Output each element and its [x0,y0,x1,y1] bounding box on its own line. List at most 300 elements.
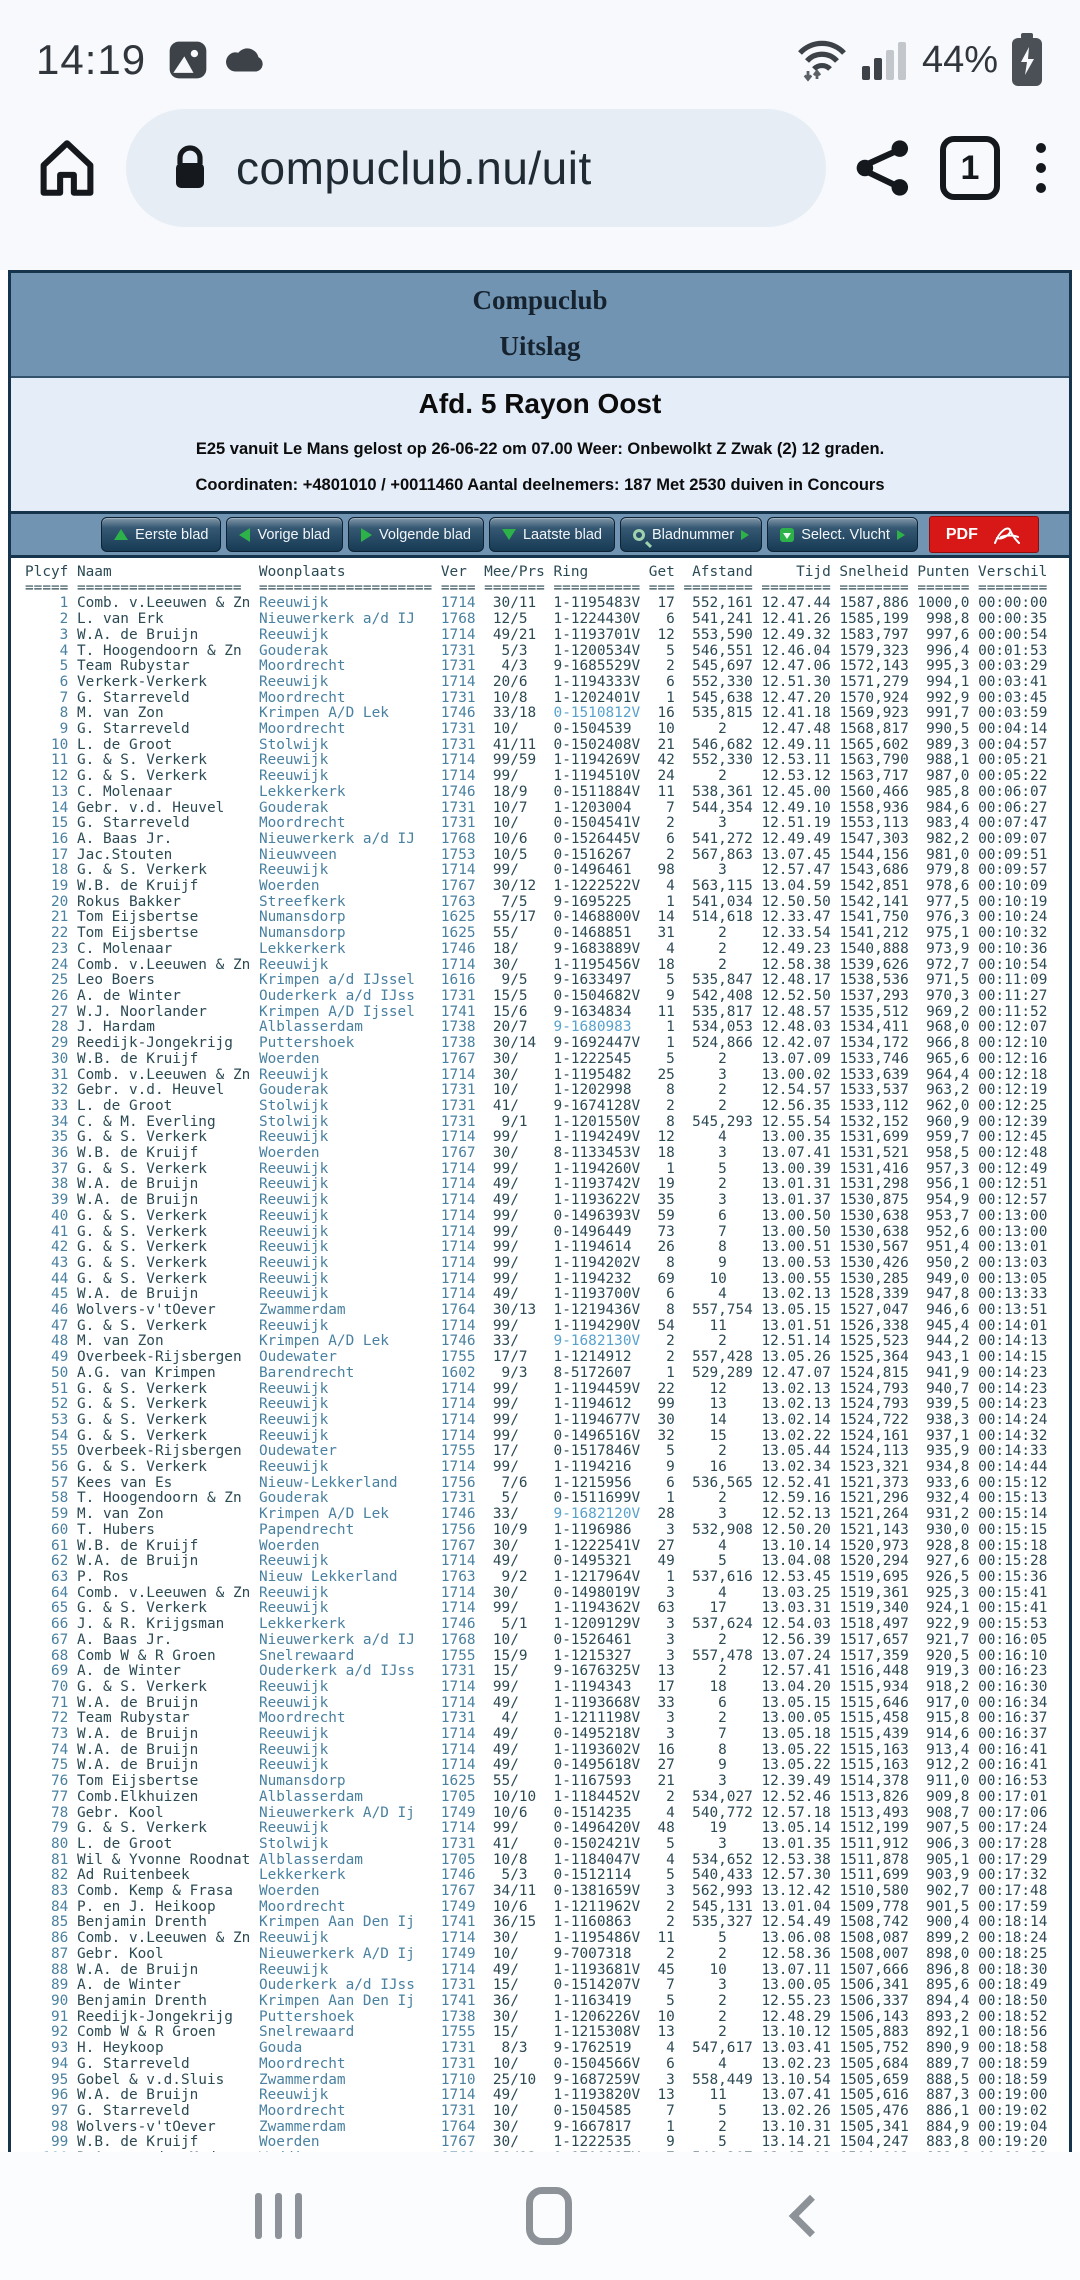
cell-place: 82 [25,1867,69,1884]
cell-city-club: Reeuwijk 1714 [258,1192,476,1209]
cell-entered: 9/1 [475,1113,554,1130]
cell-place: 79 [25,1820,69,1837]
cell-name: Comb. v.Leeuwen & Zn [68,595,259,612]
cell-city-club: Moordrecht 1731 [258,1710,476,1727]
cell-name: G. Starreveld [68,815,259,832]
arrow-up-icon [114,529,128,540]
table-row [25,1460,1059,1476]
cell-place: 85 [25,1914,69,1931]
cell-results: 5 540,433 12.57.30 1511,699 903,9 00:17:32 [640,1867,1048,1884]
rayon-heading: Afd. 5 Rayon Oost [418,388,662,419]
cell-place: 19 [25,878,69,895]
cell-results: 21 546,682 12.49.11 1565,602 989,3 00:04:57 [640,736,1048,753]
cell-place: 3 [25,626,69,643]
cell-city-club: Reeuwijk 1714 [258,862,476,879]
cell-place: 50 [25,1364,69,1381]
cell-results: 3 537,624 12.54.03 1518,497 922,9 00:15:53 [640,1616,1048,1633]
cell-ring: 1-1196986 [553,1521,641,1538]
cell-results: 4 563,115 13.04.59 1542,851 978,6 00:10:09 [640,878,1048,895]
table-row [25,1068,1059,1084]
cell-place: 57 [25,1474,69,1491]
cell-place: 5 [25,658,69,675]
cell-ring: 0-1498019V [553,1584,641,1601]
cell-place: 49 [25,1349,69,1366]
cell-results: 4 540,772 12.57.18 1513,493 908,7 00:17:06 [640,1804,1048,1821]
gallery-icon [166,38,210,82]
overflow-menu-icon[interactable] [1036,143,1046,193]
next-page-button[interactable] [348,517,484,552]
table-row [25,1350,1059,1366]
cell-results: 12 553,590 12.49.32 1583,797 997,6 00:00:54 [640,626,1048,643]
table-row [25,1947,1059,1963]
cell-name: W.J. Noorlander [68,1003,259,1020]
page-subtitle: Uitslag [499,331,581,361]
arrow-right-icon [741,530,749,540]
cell-name: G. & S. Verkerk [68,1129,259,1146]
share-icon[interactable] [852,137,914,199]
url-bar[interactable] [126,109,826,227]
cell-ring: 1-1163419 [553,1992,641,2009]
cell-city-club: Alblasserdam 1705 [258,1851,476,1868]
table-row [25,958,1059,974]
cell-entered: 55/ [475,1773,554,1790]
table-row [25,1774,1059,1790]
cell-city-club: Woerden 1767 [258,1050,476,1067]
cell-place: 25 [25,972,69,989]
cell-place: 29 [25,1035,69,1052]
cell-name: G. & S. Verkerk [68,1678,259,1695]
cell-name: G. & S. Verkerk [68,1820,259,1837]
cell-name: G. & S. Verkerk [68,1239,259,1256]
cell-ring: 0-1526461 [553,1631,641,1648]
table-row [25,942,1059,958]
cell-city-club: Nieuwerkerk A/D Ij 1749 [258,1945,476,1962]
cell-place: 15 [25,815,69,832]
ring-link[interactable]: 0-1510812V [553,705,641,722]
table-row [25,1476,1059,1492]
cell-name: Comb W & R Groen [68,1647,259,1664]
cell-name: W.A. de Bruijn [68,1553,259,1570]
cell-city-club: Nieuwerkerk A/D Ij 1749 [258,1804,476,1821]
cell-ring: 9-1692447V [553,1035,641,1052]
acrobat-icon [992,524,1022,546]
cell-name: L. de Groot [68,1835,259,1852]
cell-place: 32 [25,1082,69,1099]
cell-ring: 0-1512114 [553,1867,641,1884]
cell-place: 70 [25,1678,69,1695]
cell-entered: 49/ [475,1286,554,1303]
cell-ring: 1-1194216 [553,1459,641,1476]
table-row [25,1162,1059,1178]
table-row [25,691,1059,707]
cell-results: 2 545,131 13.01.04 1509,778 901,5 00:17:59 [640,1898,1048,1915]
last-page-button[interactable] [489,517,615,552]
cell-ring: 1-1214912 [553,1349,641,1366]
cell-results: 63 17 13.03.31 1519,340 924,1 00:15:41 [640,1600,1048,1617]
cell-entered: 15/ [475,1977,554,1994]
cell-place: 45 [25,1286,69,1303]
cell-results: 19 2 13.01.31 1531,298 956,1 00:12:51 [640,1176,1048,1193]
cell-name: G. & S. Verkerk [68,1207,259,1224]
arrow-right-icon [361,528,372,542]
table-row [25,801,1059,817]
ring-link[interactable]: 9-1682130V [553,1333,641,1350]
table-row [25,1994,1059,2010]
cell-city-club: Reeuwijk 1714 [258,1176,476,1193]
cell-ring: 9-1667817 [553,2118,641,2135]
cell-results: 21 3 12.39.49 1514,378 911,0 00:16:53 [640,1773,1048,1790]
cell-name: Comb.Elkhuizen [68,1788,259,1805]
cell-city-club: Reeuwijk 1714 [258,1239,476,1256]
table-row [25,628,1059,644]
cell-ring: 1-1193622V [553,1192,641,1209]
cell-entered: 34/11 [475,1883,554,1900]
cell-place: 54 [25,1427,69,1444]
table-row [25,926,1059,942]
cell-name: Benjamin Drenth [68,1914,259,1931]
cell-place: 36 [25,1145,69,1162]
magnifier-icon [633,529,645,541]
cell-ring: 1-1219436V [553,1302,641,1319]
cell-ring: 0-1517846V [553,1443,641,1460]
cell-results: 1 529,289 12.47.07 1524,815 941,9 00:14:23 [640,1364,1048,1381]
cell-ring: 0-1514207V [553,1977,641,1994]
table-row [25,706,1059,722]
cell-entered: 18/9 [475,783,554,800]
cell-results: 6 536,565 12.52.41 1521,373 933,6 00:15:12 [640,1474,1048,1491]
cell-place: 89 [25,1977,69,1994]
android-navigation-bar [0,2152,1080,2280]
cell-city-club: Reeuwijk 1714 [258,1254,476,1271]
cell-place: 44 [25,1270,69,1287]
table-row [25,1036,1059,1052]
cell-place: 83 [25,1883,69,1900]
cell-entered: 33/18 [475,705,554,722]
cell-city-club: Stolwijk 1731 [258,1835,476,1852]
cell-entered: 9/2 [475,1569,554,1585]
cell-name: A.G. van Krimpen [68,1364,259,1381]
cell-results: 22 12 13.02.13 1524,793 940,7 00:14:23 [640,1380,1048,1397]
cell-city-club: Gouderak 1731 [258,1082,476,1099]
cell-ring: 0-1504585 [553,2102,641,2119]
cell-city-club: Stolwijk 1731 [258,1113,476,1130]
cell-entered: 7/6 [475,1474,554,1491]
cell-place: 17 [25,846,69,863]
cell-entered: 9/3 [475,1364,554,1381]
table-row [25,1491,1059,1507]
cell-name: Comb. v.Leeuwen & Zn [68,1930,259,1947]
table-row [25,1005,1059,1021]
cell-city-club: Reeuwijk 1714 [258,1600,476,1617]
cell-name: W.A. de Bruijn [68,2087,259,2104]
cell-name: Verkerk-Verkerk [68,673,259,690]
table-row [25,1287,1059,1303]
flight-info-panel [11,378,1069,511]
cell-city-club: Nieuwveen 1753 [258,846,476,863]
cell-place: 88 [25,1961,69,1978]
ring-link[interactable]: 9-1680983 [553,1019,641,1036]
cell-ring: 1-1160863 [553,1914,641,1931]
cell-entered: 30/ [475,2118,554,2135]
cell-results: 6 541,272 12.49.49 1547,303 982,2 00:09:07 [640,830,1048,847]
table-row [25,1931,1059,1947]
cell-place: 96 [25,2087,69,2104]
cell-place: 38 [25,1176,69,1193]
cell-city-club: Woerden 1767 [258,878,476,895]
button-label: Eerste blad [135,526,209,543]
cell-city-club: Nieuwerkerk a/d IJ 1768 [258,1631,476,1648]
results-table [11,558,1069,2177]
cell-results: 3 7 13.05.18 1515,439 914,6 00:16:37 [640,1726,1048,1743]
cell-results: 25 3 13.00.02 1533,639 964,4 00:12:18 [640,1066,1048,1083]
cell-ring: 1-1194269V [553,752,641,769]
cell-name: W.B. de Kruijf [68,1050,259,1067]
cell-entered: 30/ [475,956,554,973]
cell-results: 17 18 13.04.20 1515,934 918,2 00:16:30 [640,1678,1048,1695]
cell-results: 48 19 13.05.14 1512,199 907,5 00:17:24 [640,1820,1048,1837]
cell-name: T. Hoogendoorn & Zn [68,642,259,659]
cell-name: Gebr. v.d. Heuvel [68,1082,259,1099]
select-flight-button[interactable] [767,517,918,552]
table-row [25,596,1059,612]
cell-results: 3 562,993 13.12.42 1510,580 902,7 00:17:48 [640,1883,1048,1900]
cell-ring: 0-1516267 [553,846,641,863]
cell-entered: 10/10 [475,1788,554,1805]
table-row [25,2073,1059,2089]
cell-entered: 15/5 [475,987,554,1004]
cell-entered: 10/6 [475,830,554,847]
cell-place: 39 [25,1192,69,1209]
table-row [25,1382,1059,1398]
cell-place: 20 [25,893,69,910]
cell-place: 35 [25,1129,69,1146]
cell-results: 24 2 12.53.12 1563,717 987,0 00:05:22 [640,768,1048,785]
cell-name: A. Baas Jr. [68,830,259,847]
cell-name: G. Starreveld [68,689,259,706]
cell-ring: 0-1504541V [553,815,641,832]
cell-results: 6 4 13.02.23 1505,684 889,7 00:18:59 [640,2055,1048,2072]
cell-city-club: Reeuwijk 1714 [258,1427,476,1444]
cell-name: A. de Winter [68,1977,259,1994]
table-row [25,612,1059,628]
cell-name: W.B. de Kruijf [68,1537,259,1554]
cell-city-club: Gouderak 1731 [258,642,476,659]
table-row [25,1758,1059,1774]
cell-city-club: Reeuwijk 1714 [258,752,476,769]
select-icon [780,528,794,542]
cell-entered: 30/12 [475,878,554,895]
tabs-icon[interactable] [940,136,1000,200]
cell-place: 99 [25,2134,69,2151]
cell-city-club: Reeuwijk 1714 [258,595,476,612]
cell-results: 4 2 12.49.23 1540,888 973,9 00:10:36 [640,940,1048,957]
cell-entered: 99/ [475,1160,554,1177]
cell-place: 76 [25,1773,69,1790]
cell-name: J. Hardam [68,1019,259,1036]
cell-city-club: Woerden 1767 [258,1883,476,1900]
cell-city-club: Krimpen A/D Lek 1746 [258,1333,476,1350]
cell-entered: 49/ [475,1553,554,1570]
cell-ring: 1-1195456V [553,956,641,973]
table-row [25,675,1059,691]
cell-results: 6 4 13.02.13 1528,339 947,8 00:13:33 [640,1286,1048,1303]
cell-entered: 49/ [475,1741,554,1758]
cell-city-club: Reeuwijk 1714 [258,1726,476,1743]
cell-place: 13 [25,783,69,800]
table-row [25,2010,1059,2026]
cell-city-club: Nieuwerkerk a/d IJ 1768 [258,611,476,628]
table-row [25,1586,1059,1602]
table-row [25,1130,1059,1146]
page-number-button[interactable] [620,517,762,552]
cell-results: 10 2 12.47.48 1568,817 990,5 00:04:14 [640,721,1048,738]
cell-place: 68 [25,1647,69,1664]
cell-name: L. de Groot [68,736,259,753]
cell-city-club: Moordrecht 1731 [258,815,476,832]
table-row [25,1884,1059,1900]
cell-results: 2 535,327 12.54.49 1508,742 900,4 00:18:14 [640,1914,1048,1931]
cell-city-club: Oudewater 1755 [258,1443,476,1460]
cell-place: 61 [25,1537,69,1554]
cell-results: 18 2 12.58.38 1539,626 972,7 00:10:54 [640,956,1048,973]
cell-place: 27 [25,1003,69,1020]
cloud-icon [222,40,268,80]
cell-city-club: Krimpen a/d IJssel 1616 [258,972,476,989]
arrow-down-icon [502,529,516,540]
cell-ring: 1-1195483V [553,595,641,612]
cell-ring: 1-1184452V [553,1788,641,1805]
cell-city-club: Numansdorp 1625 [258,909,476,926]
cell-entered: 5/ [475,1490,554,1507]
cell-entered: 30/ [475,1930,554,1947]
cell-place: 98 [25,2118,69,2135]
cell-city-club: Reeuwijk 1714 [258,1286,476,1303]
cell-ring: 1-1206226V [553,2008,641,2025]
cell-place: 23 [25,940,69,957]
back-icon[interactable] [789,2195,831,2237]
cell-city-club: Alblasserdam 1705 [258,1788,476,1805]
cell-name: W.B. de Kruijf [68,1145,259,1162]
cell-results: 7 5 13.02.26 1505,476 886,1 00:19:02 [640,2102,1048,2119]
cell-results: 5 2 13.05.44 1524,113 935,9 00:14:33 [640,1443,1048,1460]
cell-ring: 1-1193820V [553,2087,641,2104]
cell-entered: 99/ [475,768,554,785]
cell-entered: 49/ [475,1961,554,1978]
cell-results: 16 8 13.05.22 1515,163 913,4 00:16:41 [640,1741,1048,1758]
cell-entered: 33/ [475,1506,554,1523]
cell-name: W.A. de Bruijn [68,1176,259,1193]
table-row [25,1146,1059,1162]
cell-place: 60 [25,1521,69,1538]
cell-results: 13 2 12.57.41 1516,448 919,3 00:16:23 [640,1663,1048,1680]
cell-ring: 0-1495218V [553,1726,641,1743]
cell-place: 97 [25,2102,69,2119]
first-page-button[interactable] [101,517,221,552]
cell-entered: 10/8 [475,689,554,706]
cell-ring: 1-1217964V [553,1569,641,1585]
pagination-toolbar [11,511,1069,558]
cell-entered: 49/ [475,1726,554,1743]
cell-place: 55 [25,1443,69,1460]
cell-name: G. & S. Verkerk [68,768,259,785]
cell-entered: 20/6 [475,673,554,690]
table-row [25,1429,1059,1445]
table-row [25,722,1059,738]
recents-icon[interactable] [255,2193,302,2239]
cell-results: 5 2 12.55.23 1506,337 894,4 00:18:50 [640,1992,1048,2009]
cell-place: 46 [25,1302,69,1319]
cell-entered: 99/ [475,1254,554,1271]
cell-entered: 41/11 [475,736,554,753]
table-header-row: Plcyf Naam Woonplaats Ver Mee/Prs Ring Get Afstand Tijd Snelheid Punten Verschil [25,564,1048,580]
cell-city-club: Moordrecht 1749 [258,1898,476,1915]
ring-link[interactable]: 9-1682120V [553,1506,641,1523]
cell-place: 48 [25,1333,69,1350]
cell-name: M. van Zon [68,1506,259,1523]
cell-results: 2 534,027 12.52.46 1513,826 909,8 00:17:01 [640,1788,1048,1805]
cell-entered: 41/ [475,1097,554,1114]
cell-place: 56 [25,1459,69,1476]
cell-entered: 4/3 [475,658,554,675]
cell-ring: 9-1683889V [553,940,641,957]
cell-entered: 30/11 [475,595,554,612]
cell-results: 2 3 12.51.19 1553,113 983,4 00:07:47 [640,815,1048,832]
previous-page-button[interactable] [226,517,343,552]
cell-ring: 1-1211962V [553,1898,641,1915]
cell-place: 34 [25,1113,69,1130]
cell-city-club: Nieuw Lekkerland 1763 [258,1569,476,1585]
table-row [25,2057,1059,2073]
cell-city-club: Reeuwijk 1714 [258,1553,476,1570]
cell-ring: 1-1194290V [553,1317,641,1334]
cell-name: J. & R. Krijgsman [68,1616,259,1633]
pdf-export-button[interactable] [929,516,1039,553]
cell-name: G. & S. Verkerk [68,1317,259,1334]
cell-ring: 0-1496449 [553,1223,641,1240]
cell-entered: 49/ [475,1757,554,1774]
cell-ring: 0-1496420V [553,1820,641,1837]
cell-city-club: Reeuwijk 1714 [258,1160,476,1177]
cell-city-club: Reeuwijk 1714 [258,1129,476,1146]
cell-name: Wolvers-v'tOever [68,1302,259,1319]
cell-entered: 55/17 [475,909,554,926]
cell-place: 18 [25,862,69,879]
table-row [25,2135,1059,2151]
browser-toolbar [0,92,1080,270]
cell-entered: 17/7 [475,1349,554,1366]
cell-place: 80 [25,1835,69,1852]
cell-place: 87 [25,1945,69,1962]
cell-results: 11 535,817 12.48.57 1535,512 969,2 00:11:52 [640,1003,1048,1020]
cell-city-club: Zwammerdam 1710 [258,2071,476,2088]
table-row [25,1256,1059,1272]
cell-entered: 10/9 [475,1521,554,1538]
cell-city-club: Ouderkerk a/d IJss 1731 [258,1977,476,1994]
table-row [25,1413,1059,1429]
cell-name: M. van Zon [68,705,259,722]
cell-entered: 30/13 [475,1302,554,1319]
cell-results: 45 10 13.07.11 1507,666 896,8 00:18:30 [640,1961,1048,1978]
cell-place: 72 [25,1710,69,1727]
cell-results: 9 16 13.02.34 1523,321 934,8 00:14:44 [640,1459,1048,1476]
cell-results: 3 4 13.03.25 1519,361 925,3 00:15:41 [640,1584,1048,1601]
lock-icon[interactable] [170,144,210,192]
android-home-icon[interactable] [526,2187,572,2245]
cell-place: 9 [25,721,69,738]
cell-city-club: Ouderkerk a/d IJss 1731 [258,987,476,1004]
table-row [25,2120,1059,2136]
home-icon[interactable] [34,135,100,201]
